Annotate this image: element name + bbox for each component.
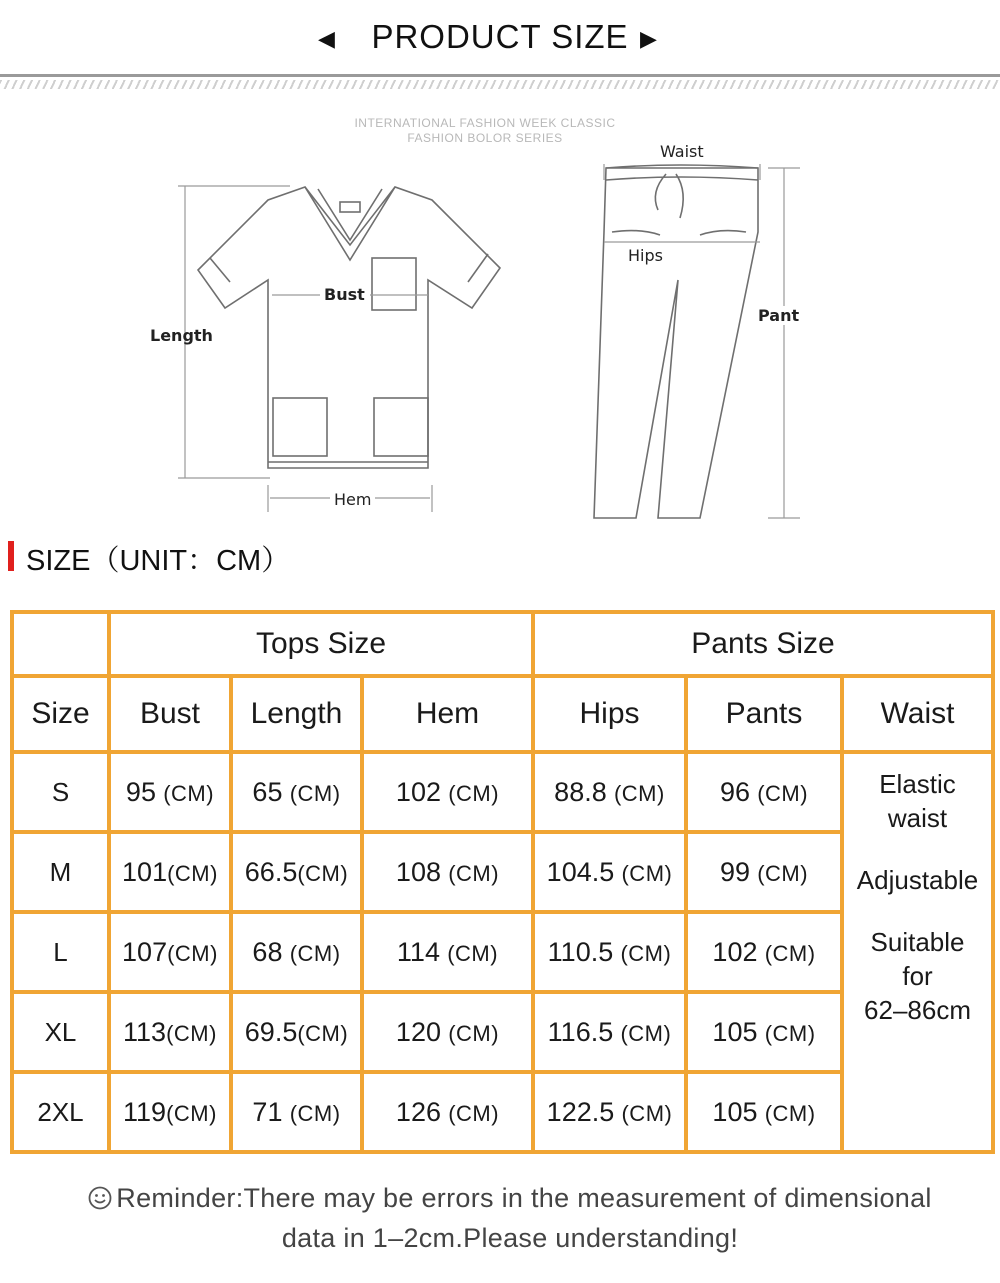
pants-outline: [594, 165, 758, 518]
tops-size-header: Tops Size: [109, 612, 533, 676]
unit-label: (CM): [289, 940, 341, 966]
bust-cell: [109, 752, 231, 832]
unit-label: (CM): [167, 940, 218, 966]
pants-cell: [686, 912, 842, 992]
unit-label: (CM): [163, 780, 215, 806]
hem-cell: [362, 912, 533, 992]
unit-label: (CM): [757, 780, 809, 806]
waist-note-cell: [842, 752, 993, 1152]
hips-value: 88.8: [554, 776, 607, 807]
waist-note-line: Suitable: [870, 927, 965, 957]
header-length: Length: [231, 676, 362, 752]
header-divider: [0, 74, 1000, 91]
pants-value: 99: [719, 856, 750, 887]
waist-label: Waist: [660, 142, 704, 161]
unit-label: (CM): [448, 780, 500, 806]
hem-cell: [362, 1072, 533, 1152]
bust-value: 107: [122, 936, 168, 967]
waist-range: 62–86cm: [864, 995, 971, 1025]
right-arrow-icon: ▶: [640, 26, 657, 51]
pants-value: 105: [712, 1016, 758, 1047]
hem-value: 108: [395, 856, 441, 887]
unit-label: (CM): [448, 1100, 500, 1126]
page-title: PRODUCT SIZE: [371, 18, 629, 55]
hips-cell: [533, 832, 686, 912]
size-cell: 2XL: [12, 1072, 109, 1152]
left-arrow-icon: ◀: [318, 26, 335, 51]
pant-label: Pant: [758, 306, 800, 325]
pants-cell: [686, 1072, 842, 1152]
length-value: 69.5: [244, 1016, 298, 1047]
hips-value: 122.5: [546, 1096, 615, 1127]
length-label: Length: [150, 326, 213, 345]
hem-cell: [362, 752, 533, 832]
length-value: 65: [252, 776, 283, 807]
length-cell: [231, 752, 362, 832]
hips-value: 104.5: [546, 856, 615, 887]
length-value: 66.5: [244, 856, 298, 887]
bust-value: 113: [123, 1016, 167, 1047]
waist-note-line: for: [902, 961, 933, 991]
hem-value: 120: [395, 1016, 441, 1047]
corner-cell: [12, 612, 109, 676]
header: [0, 0, 1000, 95]
unit-label: (CM): [448, 1020, 500, 1046]
scrub-top-outline: [198, 187, 500, 468]
size-cell: M: [12, 832, 109, 912]
unit-label: (CM): [289, 1100, 341, 1126]
reminder-note: [40, 1180, 980, 1257]
bust-label: Bust: [324, 285, 365, 304]
unit-label: (CM): [764, 940, 816, 966]
size-section-title: SIZE（UNIT：CM）: [26, 545, 291, 577]
column-header-row: [12, 676, 993, 752]
hips-cell: [533, 992, 686, 1072]
hem-cell: [362, 832, 533, 912]
size-cell: XL: [12, 992, 109, 1072]
hem-label: Hem: [334, 490, 372, 509]
length-cell: [231, 1072, 362, 1152]
length-value: 71: [252, 1096, 283, 1127]
unit-label: (CM): [620, 940, 672, 966]
header-size: Size: [12, 676, 109, 752]
waist-note-line: Elastic: [879, 769, 956, 799]
length-cell: [231, 992, 362, 1072]
unit-label: (CM): [620, 1020, 672, 1046]
unit-label: (CM): [621, 1100, 673, 1126]
unit-label: (CM): [764, 1020, 816, 1046]
header-bust: Bust: [109, 676, 231, 752]
unit-label: (CM): [297, 1020, 349, 1046]
bust-value: 101: [122, 856, 168, 887]
pants-value: 105: [712, 1096, 758, 1127]
bust-cell: [109, 912, 231, 992]
header-waist: Waist: [842, 676, 993, 752]
unit-label: (CM): [613, 780, 665, 806]
waist-note-line: Adjustable: [856, 865, 979, 895]
size-cell: L: [12, 912, 109, 992]
garment-diagram: [0, 140, 1000, 530]
reminder-line-2: data in 1–2cm.Please understanding!: [281, 1223, 739, 1253]
size-chart: [10, 610, 991, 1151]
header-hips: Hips: [533, 676, 686, 752]
pants-value: 96: [719, 776, 750, 807]
hips-cell: [533, 1072, 686, 1152]
size-table: [10, 610, 995, 1154]
hips-value: 110.5: [547, 936, 614, 967]
length-cell: [231, 832, 362, 912]
waist-note-line: waist: [887, 803, 948, 833]
pants-size-header: Pants Size: [533, 612, 993, 676]
unit-label: (CM): [289, 780, 341, 806]
bust-value: 95: [125, 776, 156, 807]
hips-cell: [533, 752, 686, 832]
bust-value: 119: [123, 1096, 167, 1127]
length-cell: [231, 912, 362, 992]
reminder-line-1: [40, 1180, 980, 1220]
bust-cell: [109, 832, 231, 912]
reminder-text-1: Reminder:There may be errors in the measurement of dimensional: [116, 1183, 932, 1213]
unit-label: (CM): [447, 940, 499, 966]
hips-value: 116.5: [547, 1016, 614, 1047]
hips-label: Hips: [628, 246, 663, 265]
unit-label: (CM): [621, 860, 673, 886]
hem-value: 126: [395, 1096, 441, 1127]
size-cell: S: [12, 752, 109, 832]
table-row: [12, 752, 993, 832]
hips-cell: [533, 912, 686, 992]
unit-label: (CM): [167, 860, 218, 886]
bust-cell: [109, 992, 231, 1072]
unit-label: (CM): [448, 860, 500, 886]
unit-label: (CM): [166, 1100, 217, 1126]
pants-cell: [686, 992, 842, 1072]
header-pants: Pants: [686, 676, 842, 752]
brand-line-2: FASHION BOLOR SERIES: [407, 131, 563, 145]
smiley-icon: [88, 1183, 112, 1220]
header-hem: Hem: [362, 676, 533, 752]
unit-label: (CM): [166, 1020, 217, 1046]
group-header-row: [12, 612, 993, 676]
heading-accent-bar: [8, 541, 14, 571]
pants-cell: [686, 752, 842, 832]
brand-line-1: INTERNATIONAL FASHION WEEK CLASSIC: [354, 116, 616, 130]
length-value: 68: [252, 936, 283, 967]
pants-value: 102: [712, 936, 758, 967]
hem-value: 114: [396, 936, 440, 967]
hem-value: 102: [395, 776, 441, 807]
bust-cell: [109, 1072, 231, 1152]
pants-cell: [686, 832, 842, 912]
unit-label: (CM): [757, 860, 809, 886]
unit-label: (CM): [297, 860, 349, 886]
hem-cell: [362, 992, 533, 1072]
unit-label: (CM): [764, 1100, 816, 1126]
